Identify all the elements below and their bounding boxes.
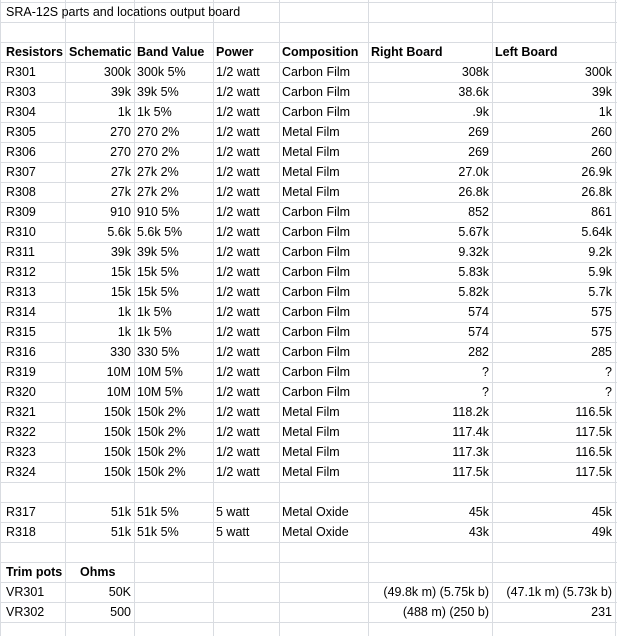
schematic-value-cell[interactable]: 51k xyxy=(110,525,131,539)
composition-cell[interactable]: Metal Film xyxy=(282,165,340,179)
resistor-id-cell[interactable]: R304 xyxy=(6,105,36,119)
table-row xyxy=(0,282,617,302)
table-row xyxy=(0,62,617,82)
schematic-value-cell[interactable]: 10M xyxy=(106,365,131,379)
left-board-value-cell[interactable]: 116.5k xyxy=(575,405,612,419)
header-band-value[interactable]: Band Value xyxy=(137,45,205,59)
power-rating-cell[interactable]: 1/2 watt xyxy=(216,165,260,179)
table-row xyxy=(0,222,617,242)
table-row xyxy=(0,322,617,342)
power-rating-cell[interactable]: 1/2 watt xyxy=(216,265,260,279)
schematic-value-cell[interactable]: 27k xyxy=(110,185,131,199)
left-board-value-cell[interactable]: 260 xyxy=(591,145,612,159)
power-rating-cell[interactable]: 1/2 watt xyxy=(216,405,260,419)
composition-cell[interactable]: Metal Oxide xyxy=(282,525,349,539)
table-row xyxy=(0,82,617,102)
resistor-id-cell[interactable]: R308 xyxy=(6,185,36,199)
schematic-value-cell[interactable]: 150k xyxy=(103,445,131,459)
schematic-value-cell[interactable]: 15k xyxy=(110,265,131,279)
right-board-value-cell[interactable]: 117.4k xyxy=(452,425,489,439)
left-board-value-cell[interactable]: 5.9k xyxy=(588,265,612,279)
left-board-value-cell[interactable]: 49k xyxy=(591,525,612,539)
schematic-value-cell[interactable]: 1k xyxy=(117,305,131,319)
power-rating-cell[interactable]: 1/2 watt xyxy=(216,365,260,379)
composition-cell[interactable]: Carbon Film xyxy=(282,245,351,259)
power-rating-cell[interactable]: 5 watt xyxy=(216,525,250,539)
table-row xyxy=(0,382,617,402)
schematic-value-cell[interactable]: 39k xyxy=(110,245,131,259)
band-value-cell[interactable]: 330 5% xyxy=(137,345,180,359)
resistor-id-cell[interactable]: R316 xyxy=(6,345,36,359)
table-row xyxy=(0,522,617,542)
schematic-value-cell[interactable]: 270 xyxy=(110,145,131,159)
composition-cell[interactable]: Metal Film xyxy=(282,145,340,159)
power-rating-cell[interactable]: 1/2 watt xyxy=(216,385,260,399)
resistor-id-cell[interactable]: R314 xyxy=(6,305,36,319)
band-value-cell[interactable]: 1k 5% xyxy=(137,305,172,319)
band-value-cell[interactable]: 15k 5% xyxy=(137,285,179,299)
power-rating-cell[interactable]: 1/2 watt xyxy=(216,345,260,359)
composition-cell[interactable]: Carbon Film xyxy=(282,205,351,219)
power-rating-cell[interactable]: 1/2 watt xyxy=(216,145,260,159)
resistor-id-cell[interactable]: R320 xyxy=(6,385,36,399)
resistor-id-cell[interactable]: R323 xyxy=(6,445,36,459)
resistor-id-cell[interactable]: R312 xyxy=(6,265,36,279)
left-board-value-cell[interactable]: 861 xyxy=(591,205,612,219)
band-value-cell[interactable]: 15k 5% xyxy=(137,265,179,279)
band-value-cell[interactable]: 150k 2% xyxy=(137,425,186,439)
power-rating-cell[interactable]: 1/2 watt xyxy=(216,445,260,459)
band-value-cell[interactable]: 39k 5% xyxy=(137,245,179,259)
resistor-id-cell[interactable]: R315 xyxy=(6,325,36,339)
left-board-value-cell[interactable]: ? xyxy=(605,385,612,399)
power-rating-cell[interactable]: 1/2 watt xyxy=(216,205,260,219)
composition-cell[interactable]: Carbon Film xyxy=(282,305,351,319)
right-board-value-cell[interactable]: 5.83k xyxy=(458,265,489,279)
composition-cell[interactable]: Carbon Film xyxy=(282,285,351,299)
band-value-cell[interactable]: 150k 2% xyxy=(137,445,186,459)
schematic-value-cell[interactable]: 330 xyxy=(110,345,131,359)
left-board-value-cell[interactable]: 39k xyxy=(591,85,612,99)
schematic-value-cell[interactable]: 150k xyxy=(103,465,131,479)
left-board-value-cell[interactable]: 5.64k xyxy=(581,225,612,239)
band-value-cell[interactable]: 10M 5% xyxy=(137,365,183,379)
trim-header-row xyxy=(0,562,617,582)
schematic-value-cell[interactable]: 39k xyxy=(110,85,131,99)
resistor-id-cell[interactable]: R303 xyxy=(6,85,36,99)
left-board-value-cell[interactable]: 116.5k xyxy=(575,445,612,459)
schematic-value-cell[interactable]: 51k xyxy=(110,505,131,519)
resistor-id-cell[interactable]: R324 xyxy=(6,465,36,479)
right-board-value-cell[interactable]: 26.8k xyxy=(458,185,489,199)
trim-pot-id-cell[interactable]: VR301 xyxy=(6,585,45,599)
right-board-value-cell[interactable]: 574 xyxy=(468,325,489,339)
left-board-value-cell[interactable]: 285 xyxy=(591,345,612,359)
right-board-value-cell[interactable]: 9.32k xyxy=(458,245,489,259)
composition-cell[interactable]: Metal Film xyxy=(282,445,340,459)
right-board-value-cell[interactable]: 43k xyxy=(468,525,489,539)
schematic-value-cell[interactable]: 27k xyxy=(110,165,131,179)
resistor-id-cell[interactable]: R307 xyxy=(6,165,36,179)
schematic-value-cell[interactable]: 15k xyxy=(110,285,131,299)
band-value-cell[interactable]: 39k 5% xyxy=(137,85,179,99)
power-rating-cell[interactable]: 1/2 watt xyxy=(216,465,260,479)
composition-cell[interactable]: Carbon Film xyxy=(282,345,351,359)
trim-pot-id-cell[interactable]: VR302 xyxy=(6,605,45,619)
resistor-id-cell[interactable]: R305 xyxy=(6,125,36,139)
trim-pot-ohms-cell[interactable]: 50K xyxy=(108,585,131,599)
band-value-cell[interactable]: 1k 5% xyxy=(137,325,172,339)
power-rating-cell[interactable]: 1/2 watt xyxy=(216,425,260,439)
composition-cell[interactable]: Carbon Film xyxy=(282,365,351,379)
power-rating-cell[interactable]: 1/2 watt xyxy=(216,245,260,259)
sheet-title[interactable]: SRA-12S parts and locations output board xyxy=(6,5,241,19)
band-value-cell[interactable]: 10M 5% xyxy=(137,385,183,399)
composition-cell[interactable]: Metal Film xyxy=(282,125,340,139)
power-rating-cell[interactable]: 1/2 watt xyxy=(216,325,260,339)
table-row xyxy=(0,182,617,202)
power-rating-cell[interactable]: 1/2 watt xyxy=(216,65,260,79)
resistor-id-cell[interactable]: R321 xyxy=(6,405,36,419)
header-resistor-id[interactable]: Resistors xyxy=(6,45,63,59)
table-row xyxy=(0,602,617,622)
right-board-value-cell[interactable]: 308k xyxy=(461,65,489,79)
power-rating-cell[interactable]: 1/2 watt xyxy=(216,105,260,119)
resistor-id-cell[interactable]: R319 xyxy=(6,365,36,379)
right-board-value-cell[interactable]: (49.8k m) (5.75k b) xyxy=(383,585,489,599)
right-board-value-cell[interactable]: 574 xyxy=(468,305,489,319)
resistor-id-cell[interactable]: R306 xyxy=(6,145,36,159)
resistor-id-cell[interactable]: R301 xyxy=(6,65,36,79)
right-board-value-cell[interactable]: ? xyxy=(482,365,489,379)
band-value-cell[interactable]: 910 5% xyxy=(137,205,180,219)
right-board-value-cell[interactable]: ? xyxy=(482,385,489,399)
composition-cell[interactable]: Carbon Film xyxy=(282,65,351,79)
right-board-value-cell[interactable]: 5.67k xyxy=(458,225,489,239)
band-value-cell[interactable]: 51k 5% xyxy=(137,505,179,519)
power-rating-cell[interactable]: 1/2 watt xyxy=(216,285,260,299)
power-rating-cell[interactable]: 1/2 watt xyxy=(216,85,260,99)
resistor-id-cell[interactable]: R322 xyxy=(6,425,36,439)
schematic-value-cell[interactable]: 1k xyxy=(117,325,131,339)
header-power-rating[interactable]: Power xyxy=(216,45,254,59)
band-value-cell[interactable]: 150k 2% xyxy=(137,405,186,419)
right-board-value-cell[interactable]: 118.2k xyxy=(452,405,489,419)
schematic-value-cell[interactable]: 10M xyxy=(106,385,131,399)
table-row xyxy=(0,262,617,282)
power-rating-cell[interactable]: 1/2 watt xyxy=(216,185,260,199)
table-row xyxy=(0,202,617,222)
table-row xyxy=(0,362,617,382)
right-board-value-cell[interactable]: 117.5k xyxy=(452,465,489,479)
resistor-id-cell[interactable]: R309 xyxy=(6,205,36,219)
table-row xyxy=(0,302,617,322)
right-board-value-cell[interactable]: 269 xyxy=(468,145,489,159)
resistor-id-cell[interactable]: R317 xyxy=(6,505,36,519)
table-row xyxy=(0,342,617,362)
right-board-value-cell[interactable]: 852 xyxy=(468,205,489,219)
composition-cell[interactable]: Metal Film xyxy=(282,405,340,419)
band-value-cell[interactable]: 27k 2% xyxy=(137,185,179,199)
schematic-value-cell[interactable]: 910 xyxy=(110,205,131,219)
right-board-value-cell[interactable]: (488 m) (250 b) xyxy=(402,605,489,619)
schematic-value-cell[interactable]: 300k xyxy=(103,65,131,79)
band-value-cell[interactable]: 1k 5% xyxy=(137,105,172,119)
trim-pot-ohms-cell[interactable]: 500 xyxy=(110,605,131,619)
table-row xyxy=(0,442,617,462)
table-row xyxy=(0,402,617,422)
table-row xyxy=(0,102,617,122)
right-board-value-cell[interactable]: 269 xyxy=(468,125,489,139)
left-board-value-cell[interactable]: 26.9k xyxy=(581,165,612,179)
left-board-value-cell[interactable]: ? xyxy=(605,365,612,379)
table-row xyxy=(0,142,617,162)
table-row xyxy=(0,582,617,602)
left-board-value-cell[interactable]: 1k xyxy=(598,105,612,119)
resistor-id-cell[interactable]: R318 xyxy=(6,525,36,539)
left-board-value-cell[interactable]: 231 xyxy=(591,605,612,619)
table-row xyxy=(0,422,617,442)
header-right-board-value[interactable]: Right Board xyxy=(371,45,443,59)
band-value-cell[interactable]: 300k 5% xyxy=(137,65,186,79)
resistor-id-cell[interactable]: R311 xyxy=(6,245,35,259)
resistor-id-cell[interactable]: R313 xyxy=(6,285,36,299)
header-row xyxy=(0,42,617,62)
schematic-value-cell[interactable]: 5.6k xyxy=(107,225,131,239)
band-value-cell[interactable]: 27k 2% xyxy=(137,165,179,179)
composition-cell[interactable]: Metal Oxide xyxy=(282,505,349,519)
left-board-value-cell[interactable]: 117.5k xyxy=(575,425,612,439)
composition-cell[interactable]: Carbon Film xyxy=(282,225,351,239)
left-board-value-cell[interactable]: 26.8k xyxy=(581,185,612,199)
header-composition[interactable]: Composition xyxy=(282,45,359,59)
composition-cell[interactable]: Metal Film xyxy=(282,425,340,439)
table-row xyxy=(0,242,617,262)
right-board-value-cell[interactable]: 5.82k xyxy=(458,285,489,299)
composition-cell[interactable]: Carbon Film xyxy=(282,105,351,119)
power-rating-cell[interactable]: 5 watt xyxy=(216,505,250,519)
left-board-value-cell[interactable]: 260 xyxy=(591,125,612,139)
left-board-value-cell[interactable]: 300k xyxy=(584,65,612,79)
table-row xyxy=(0,462,617,482)
right-board-value-cell[interactable]: .9k xyxy=(472,105,489,119)
right-board-value-cell[interactable]: 282 xyxy=(468,345,489,359)
band-value-cell[interactable]: 51k 5% xyxy=(137,525,179,539)
schematic-value-cell[interactable]: 270 xyxy=(110,125,131,139)
left-board-value-cell[interactable]: 117.5k xyxy=(575,465,612,479)
left-board-value-cell[interactable]: 575 xyxy=(591,305,612,319)
composition-cell[interactable]: Metal Film xyxy=(282,465,340,479)
header-trim-pots[interactable]: Trim pots xyxy=(6,565,63,579)
composition-cell[interactable]: Carbon Film xyxy=(282,85,351,99)
table-row xyxy=(0,502,617,522)
right-board-value-cell[interactable]: 117.3k xyxy=(452,445,489,459)
left-board-value-cell[interactable]: 5.7k xyxy=(588,285,612,299)
right-board-value-cell[interactable]: 45k xyxy=(468,505,489,519)
table-row xyxy=(0,162,617,182)
left-board-value-cell[interactable]: 575 xyxy=(591,325,612,339)
schematic-value-cell[interactable]: 1k xyxy=(117,105,131,119)
composition-cell[interactable]: Carbon Film xyxy=(282,325,351,339)
left-board-value-cell[interactable]: (47.1k m) (5.73k b) xyxy=(506,585,612,599)
header-ohms[interactable]: Ohms xyxy=(80,565,116,579)
header-schematic-value[interactable]: Schematic xyxy=(69,45,132,59)
composition-cell[interactable]: Metal Film xyxy=(282,185,340,199)
power-rating-cell[interactable]: 1/2 watt xyxy=(216,125,260,139)
band-value-cell[interactable]: 150k 2% xyxy=(137,465,186,479)
table-row xyxy=(0,122,617,142)
schematic-value-cell[interactable]: 150k xyxy=(103,425,131,439)
power-rating-cell[interactable]: 1/2 watt xyxy=(216,305,260,319)
band-value-cell[interactable]: 270 2% xyxy=(137,145,180,159)
schematic-value-cell[interactable]: 150k xyxy=(103,405,131,419)
left-board-value-cell[interactable]: 45k xyxy=(591,505,612,519)
composition-cell[interactable]: Carbon Film xyxy=(282,265,351,279)
right-board-value-cell[interactable]: 27.0k xyxy=(458,165,489,179)
power-rating-cell[interactable]: 1/2 watt xyxy=(216,225,260,239)
left-board-value-cell[interactable]: 9.2k xyxy=(588,245,612,259)
composition-cell[interactable]: Carbon Film xyxy=(282,385,351,399)
right-board-value-cell[interactable]: 38.6k xyxy=(458,85,489,99)
band-value-cell[interactable]: 5.6k 5% xyxy=(137,225,183,239)
band-value-cell[interactable]: 270 2% xyxy=(137,125,180,139)
header-left-board-value[interactable]: Left Board xyxy=(495,45,558,59)
resistor-id-cell[interactable]: R310 xyxy=(6,225,36,239)
